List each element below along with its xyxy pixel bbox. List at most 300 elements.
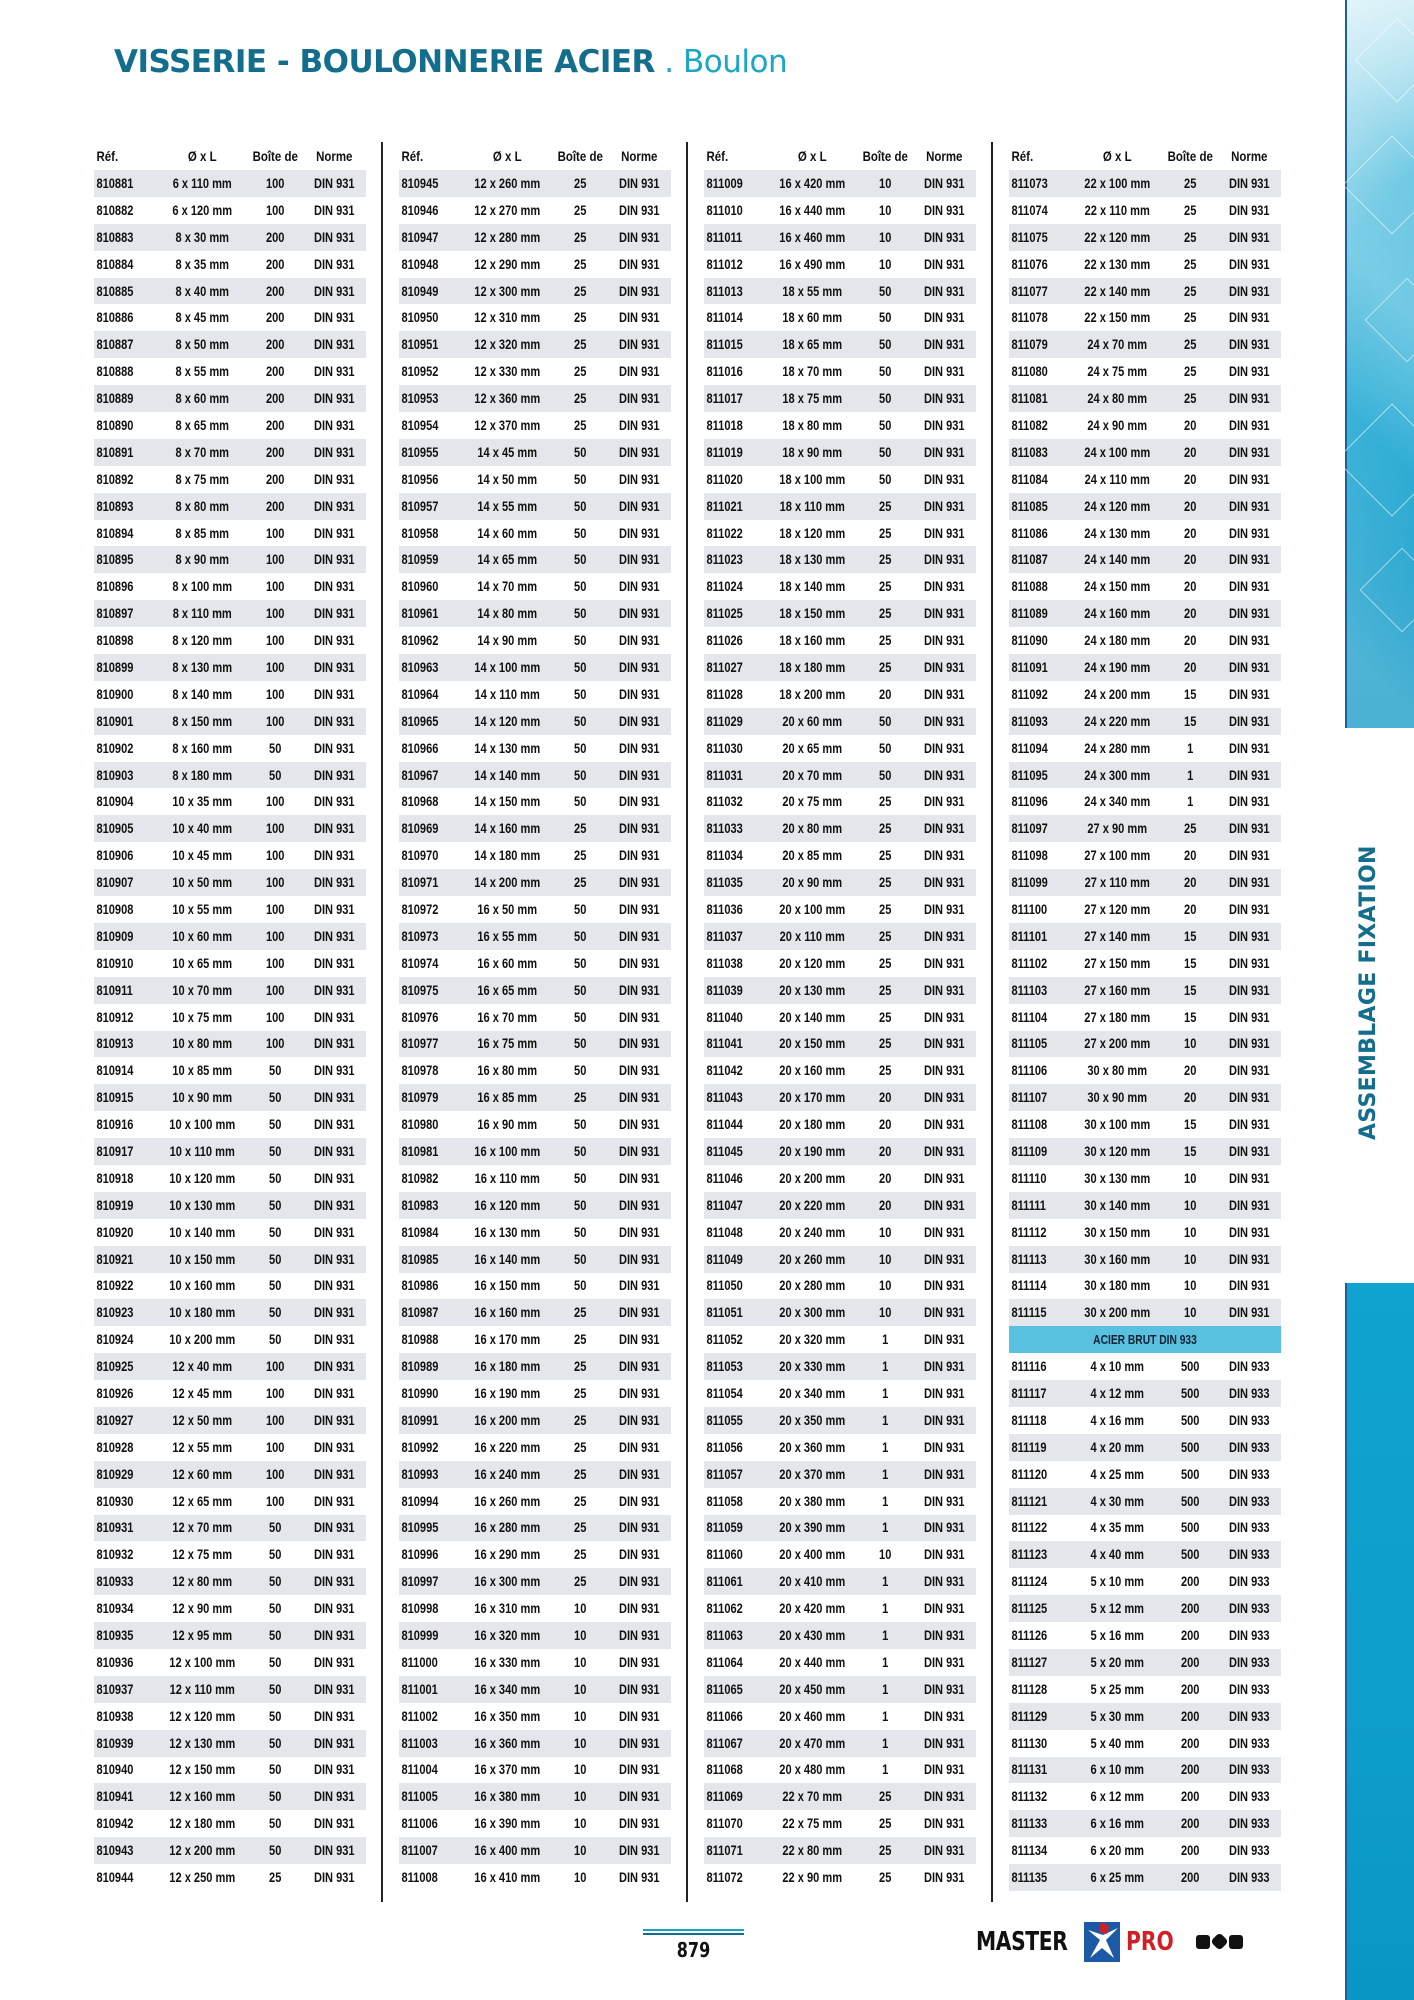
cell-box-qty: 20 [1184,552,1197,568]
table-row [94,1730,366,1757]
cell-box-qty: 50 [574,471,587,487]
table-row [704,1273,976,1300]
cell-box-qty: 50 [879,767,892,783]
cell-box-qty: 1 [882,1628,889,1644]
cell-ref: 811089 [1011,606,1048,622]
table-row [94,493,366,520]
cell-box-qty: 50 [879,713,892,729]
table-row [94,1273,366,1300]
cell-dimension: 27 x 140 mm [1084,928,1151,944]
cell-dimension: 22 x 150 mm [1084,310,1151,326]
table-row [399,923,671,950]
table-row [1009,977,1281,1004]
cell-ref: 810986 [401,1278,439,1294]
cell-dimension: 14 x 180 mm [474,848,541,864]
table-row [94,1219,366,1246]
table-row [704,197,976,224]
cell-box-qty: 1 [882,1359,889,1375]
cell-ref: 810937 [96,1681,134,1697]
table-row [399,573,671,600]
table-row [399,1246,671,1273]
cell-ref: 810895 [96,552,134,568]
table-row [94,573,366,600]
cell-box-qty: 25 [574,310,587,326]
cell-ref: 810907 [96,875,134,891]
cell-dimension: 20 x 220 mm [779,1197,846,1213]
table-row [94,708,366,735]
cell-dimension: 12 x 55 mm [172,1439,233,1455]
cell-box-qty: 10 [574,1681,587,1697]
table-row [399,1434,671,1461]
table-row [399,762,671,789]
brand-logo [976,1918,1243,1966]
table-row [1009,1165,1281,1192]
cell-norm: DIN 931 [618,659,660,675]
cell-ref: 810939 [96,1735,134,1751]
cell-norm: DIN 931 [618,337,660,353]
cell-norm: DIN 931 [618,417,660,433]
cell-ref: 811064 [706,1654,743,1670]
cell-norm: DIN 931 [1228,1090,1270,1106]
brand-dots-icon [1196,1935,1243,1949]
table-row [1009,1057,1281,1084]
cell-norm: DIN 931 [923,1386,965,1402]
table-row [704,358,976,385]
cell-dimension: 8 x 150 mm [172,713,233,729]
cell-box-qty: 50 [269,1708,282,1724]
cell-box-qty: 200 [1180,1843,1200,1859]
cell-ref: 811019 [706,444,743,460]
table-row [399,331,671,358]
cell-ref: 810966 [401,740,439,756]
cell-ref: 810965 [401,713,439,729]
cell-norm: DIN 931 [923,1601,965,1617]
cell-dimension: 12 x 330 mm [474,364,541,380]
cell-norm: DIN 931 [1228,686,1270,702]
cell-norm: DIN 931 [618,1332,660,1348]
table-row [94,1057,366,1084]
cell-box-qty: 25 [879,875,892,891]
cell-norm: DIN 931 [313,1439,355,1455]
cell-norm: DIN 933 [1228,1708,1270,1724]
cell-box-qty: 100 [265,525,285,541]
table-row [1009,1299,1281,1326]
cell-norm: DIN 931 [618,1063,660,1079]
cell-box-qty: 200 [1180,1574,1200,1590]
page-number-rule [643,1929,744,1935]
cell-norm: DIN 931 [923,1063,965,1079]
cell-norm: DIN 933 [1228,1762,1270,1778]
cell-ref: 810971 [401,875,439,891]
cell-box-qty: 50 [269,1628,282,1644]
table-row [704,1568,976,1595]
table-row [94,1703,366,1730]
cell-ref: 811078 [1011,310,1048,326]
table-row [399,950,671,977]
cell-ref: 811031 [706,767,743,783]
cell-norm: DIN 931 [618,525,660,541]
cell-ref: 810901 [96,713,134,729]
cell-box-qty: 50 [574,955,587,971]
side-banner-tab [1345,1283,1414,2000]
cell-box-qty: 200 [1180,1789,1200,1805]
table-row [1009,762,1281,789]
cell-norm: DIN 931 [1228,364,1270,380]
cell-dimension: 10 x 40 mm [172,821,233,837]
cell-norm: DIN 931 [313,256,355,272]
cell-norm: DIN 931 [1228,1224,1270,1240]
table-row [1009,1757,1281,1784]
table-row [1009,1649,1281,1676]
cell-box-qty: 50 [269,1547,282,1563]
cell-ref: 811025 [706,606,743,622]
cell-dimension: 22 x 110 mm [1084,202,1150,218]
cell-dimension: 4 x 16 mm [1090,1412,1145,1428]
cell-ref: 811067 [706,1735,743,1751]
cell-norm: DIN 931 [618,606,660,622]
cell-ref: 811071 [706,1843,743,1859]
cell-box-qty: 200 [1180,1708,1200,1724]
cell-ref: 811105 [1011,1036,1048,1052]
cell-dimension: 12 x 45 mm [172,1386,233,1402]
table-row [94,251,366,278]
cell-box-qty: 10 [574,1789,587,1805]
cell-ref: 811093 [1011,713,1048,729]
facet-shape [1335,403,1414,516]
table-row [94,815,366,842]
table-row [1009,1837,1281,1864]
cell-dimension: 20 x 90 mm [782,875,843,891]
cell-box-qty: 25 [879,633,892,649]
table-row [704,1299,976,1326]
cell-dimension: 10 x 160 mm [169,1278,236,1294]
column-header-box-qty: Boîte de [252,148,298,164]
table-row [1009,1138,1281,1165]
cell-ref: 811124 [1011,1574,1048,1590]
cell-ref: 811007 [401,1843,438,1859]
cell-box-qty: 10 [1184,1305,1197,1321]
cell-norm: DIN 931 [923,955,965,971]
cell-dimension: 27 x 90 mm [1087,821,1148,837]
cell-norm: DIN 931 [923,471,965,487]
cell-box-qty: 100 [265,552,285,568]
cell-box-qty: 50 [879,391,892,407]
table-row [704,708,976,735]
cell-dimension: 12 x 100 mm [169,1654,236,1670]
cell-norm: DIN 931 [1228,659,1270,675]
cell-ref: 810998 [401,1601,439,1617]
cell-dimension: 18 x 100 mm [779,471,846,487]
cell-box-qty: 200 [1180,1816,1200,1832]
table-row [704,1004,976,1031]
table-row [1009,1084,1281,1111]
cell-dimension: 6 x 16 mm [1090,1816,1145,1832]
table-row [1009,197,1281,224]
cell-box-qty: 20 [879,1197,892,1213]
cell-ref: 811060 [706,1547,743,1563]
cell-ref: 811113 [1011,1251,1047,1267]
cell-norm: DIN 931 [618,1493,660,1509]
table-row [704,304,976,331]
cell-box-qty: 50 [269,740,282,756]
column-header-ref: Réf. [1011,148,1034,164]
table-row [399,1004,671,1031]
cell-dimension: 10 x 70 mm [172,982,233,998]
cell-norm: DIN 931 [313,202,355,218]
cell-box-qty: 50 [574,1036,587,1052]
cell-ref: 810978 [401,1063,439,1079]
table-row [704,1326,976,1353]
cell-norm: DIN 931 [923,1493,965,1509]
cell-box-qty: 100 [265,955,285,971]
cell-ref: 810909 [96,928,134,944]
cell-dimension: 16 x 390 mm [474,1816,541,1832]
cell-box-qty: 1 [1187,794,1194,810]
cell-norm: DIN 931 [923,1439,965,1455]
cell-ref: 811055 [706,1412,743,1428]
table-row [1009,923,1281,950]
cell-box-qty: 50 [269,1574,282,1590]
cell-norm: DIN 931 [618,1197,660,1213]
cell-box-qty: 1 [882,1332,889,1348]
cell-ref: 810991 [401,1412,439,1428]
cell-norm: DIN 931 [313,794,355,810]
cell-ref: 810886 [96,310,134,326]
cell-norm: DIN 931 [1228,175,1270,191]
cell-dimension: 24 x 180 mm [1084,633,1151,649]
cell-box-qty: 50 [879,337,892,353]
table-row [1009,1004,1281,1031]
table-row [94,1165,366,1192]
cell-ref: 811086 [1011,525,1048,541]
cell-dimension: 10 x 50 mm [172,875,233,891]
cell-ref: 811109 [1011,1144,1048,1159]
cell-ref: 810915 [96,1090,134,1106]
cell-norm: DIN 931 [1228,256,1270,272]
cell-norm: DIN 931 [313,1601,355,1617]
cell-dimension: 12 x 80 mm [172,1574,233,1590]
cell-dimension: 16 x 300 mm [474,1574,541,1590]
cell-norm: DIN 931 [313,1762,355,1778]
column-header-dimension: Ø x L [492,148,522,164]
table-row [704,573,976,600]
cell-box-qty: 10 [1184,1224,1197,1240]
table-row [704,788,976,815]
cell-ref: 811020 [706,471,743,487]
cell-ref: 811056 [706,1439,743,1455]
cell-box-qty: 10 [879,1251,892,1267]
cell-ref: 810885 [96,283,134,299]
cell-box-qty: 200 [265,364,285,380]
cell-box-qty: 25 [879,525,892,541]
cell-ref: 810946 [401,202,439,218]
cell-box-qty: 15 [1184,686,1197,702]
cell-dimension: 10 x 65 mm [172,955,233,971]
cell-dimension: 14 x 55 mm [477,498,538,514]
cell-dimension: 22 x 75 mm [782,1816,843,1832]
cell-ref: 811063 [706,1628,743,1644]
cell-dimension: 8 x 50 mm [175,337,230,353]
cell-dimension: 8 x 70 mm [175,444,230,460]
cell-norm: DIN 933 [1228,1412,1270,1428]
column-header-dimension: Ø x L [187,148,217,164]
cell-ref: 810924 [96,1332,134,1348]
cell-ref: 810967 [401,767,439,783]
table-row [1009,1353,1281,1380]
cell-ref: 810888 [96,364,134,380]
cell-ref: 811079 [1011,337,1048,353]
cell-dimension: 16 x 200 mm [474,1412,541,1428]
cell-box-qty: 25 [879,606,892,622]
cell-norm: DIN 931 [313,444,355,460]
table-row [94,1757,366,1784]
cell-ref: 811128 [1011,1681,1048,1697]
table-row [1009,439,1281,466]
cell-dimension: 16 x 120 mm [474,1197,541,1213]
table-row [1009,1810,1281,1837]
cell-norm: DIN 931 [618,1574,660,1590]
cell-norm: DIN 933 [1228,1735,1270,1751]
cell-box-qty: 25 [879,1036,892,1052]
table-row [94,1353,366,1380]
cell-box-qty: 50 [574,1197,587,1213]
cell-norm: DIN 933 [1228,1681,1270,1697]
cell-norm: DIN 933 [1228,1654,1270,1670]
column-header-norm: Norme [316,148,353,164]
cell-dimension: 18 x 120 mm [779,525,846,541]
cell-norm: DIN 931 [1228,552,1270,568]
cell-norm: DIN 931 [313,848,355,864]
cell-ref: 810974 [401,955,439,971]
cell-ref: 811101 [1011,928,1048,944]
cell-dimension: 12 x 130 mm [169,1735,236,1751]
cell-norm: DIN 931 [923,364,965,380]
cell-dimension: 10 x 150 mm [169,1251,236,1267]
cell-norm: DIN 931 [1228,1063,1270,1079]
cell-dimension: 8 x 85 mm [175,525,230,541]
cell-dimension: 18 x 75 mm [782,391,843,407]
cell-dimension: 22 x 70 mm [782,1789,843,1805]
cell-box-qty: 50 [574,525,587,541]
table-row [399,385,671,412]
cell-norm: DIN 931 [618,1170,660,1186]
cell-ref: 811092 [1011,686,1048,702]
cell-dimension: 12 x 320 mm [474,337,541,353]
column-header-ref: Réf. [401,148,424,164]
cell-dimension: 8 x 90 mm [175,552,230,568]
cell-norm: DIN 931 [1228,794,1270,810]
cell-norm: DIN 931 [618,1628,660,1644]
cell-box-qty: 1 [1187,767,1194,783]
table-row [399,466,671,493]
cell-norm: DIN 931 [313,1412,355,1428]
cell-ref: 810929 [96,1466,134,1482]
cell-ref: 811083 [1011,444,1048,460]
cell-box-qty: 50 [269,1681,282,1697]
cell-dimension: 24 x 130 mm [1084,525,1151,541]
cell-ref: 810897 [96,606,134,622]
cell-ref: 810973 [401,928,439,944]
cell-norm: DIN 931 [313,525,355,541]
cell-box-qty: 50 [574,1063,587,1079]
cell-ref: 811098 [1011,848,1048,864]
cell-box-qty: 10 [879,1224,892,1240]
cell-box-qty: 25 [879,1843,892,1859]
table-row [704,331,976,358]
cell-box-qty: 25 [1184,229,1197,245]
column-header-dimension: Ø x L [797,148,827,164]
cell-box-qty: 200 [265,283,285,299]
cell-box-qty: 50 [879,444,892,460]
cell-ref: 811133 [1011,1816,1048,1832]
table-row [399,1568,671,1595]
table-row [704,1488,976,1515]
cell-box-qty: 200 [265,337,285,353]
table-row [704,1649,976,1676]
table-row [94,170,366,197]
cell-dimension: 20 x 370 mm [779,1466,846,1482]
cell-norm: DIN 931 [313,821,355,837]
cell-dimension: 20 x 430 mm [779,1628,846,1644]
cell-box-qty: 500 [1180,1439,1200,1455]
cell-ref: 811043 [706,1090,743,1106]
cell-ref: 810926 [96,1386,134,1402]
table-row [399,842,671,869]
cell-norm: DIN 933 [1228,1843,1270,1859]
cell-ref: 811036 [706,901,743,917]
cell-dimension: 4 x 20 mm [1090,1439,1145,1455]
cell-dimension: 14 x 140 mm [474,767,541,783]
table-row [1009,815,1281,842]
table-row [94,1837,366,1864]
cell-ref: 811091 [1011,659,1048,675]
cell-box-qty: 20 [1184,417,1197,433]
cell-norm: DIN 931 [618,1439,660,1455]
cell-box-qty: 50 [574,552,587,568]
cell-dimension: 8 x 30 mm [175,229,230,245]
cell-dimension: 20 x 340 mm [779,1386,846,1402]
cell-dimension: 16 x 320 mm [474,1628,541,1644]
cell-norm: DIN 931 [923,1224,965,1240]
table-row [1009,1434,1281,1461]
cell-ref: 811005 [401,1789,438,1805]
cell-norm: DIN 931 [923,175,965,191]
cell-dimension: 5 x 40 mm [1090,1735,1145,1751]
cell-dimension: 14 x 45 mm [477,444,538,460]
cell-box-qty: 25 [1184,391,1197,407]
table-row [399,1810,671,1837]
cell-dimension: 14 x 130 mm [474,740,541,756]
table-row [1009,466,1281,493]
cell-dimension: 8 x 65 mm [175,417,230,433]
cell-ref: 811115 [1011,1305,1047,1321]
cell-dimension: 27 x 150 mm [1084,955,1151,971]
table-row [94,520,366,547]
cell-box-qty: 10 [574,1601,587,1617]
cell-norm: DIN 931 [313,928,355,944]
cell-norm: DIN 931 [923,525,965,541]
cell-dimension: 24 x 120 mm [1084,498,1151,514]
cell-dimension: 16 x 130 mm [474,1224,541,1240]
cell-norm: DIN 931 [618,1359,660,1375]
cell-box-qty: 25 [574,1090,587,1106]
cell-box-qty: 25 [574,1305,587,1321]
cell-box-qty: 50 [879,310,892,326]
table-row [704,546,976,573]
cell-norm: DIN 933 [1228,1870,1270,1886]
cell-norm: DIN 931 [618,1466,660,1482]
table-row [94,1138,366,1165]
